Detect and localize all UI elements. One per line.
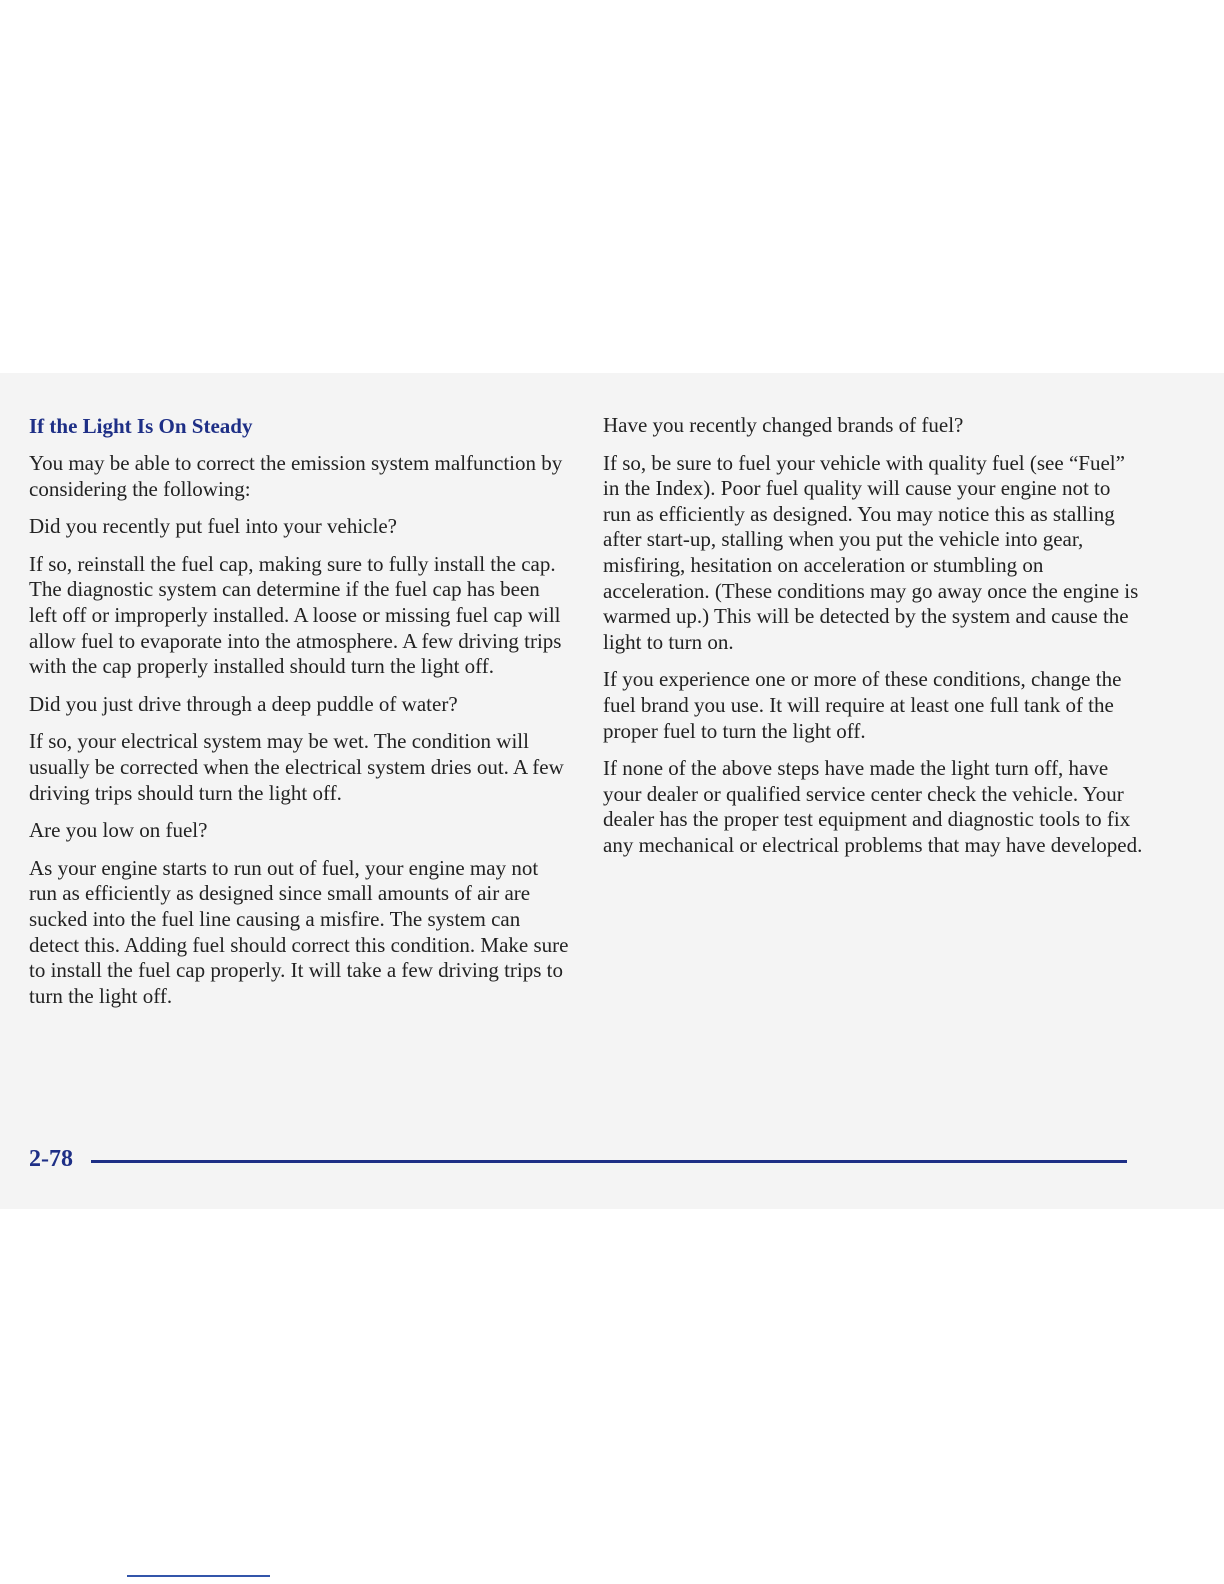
- bottom-divider: [127, 1575, 270, 1577]
- page-number: 2-78: [29, 1146, 73, 1172]
- question-fuel-refill: Did you recently put fuel into your vehicle?: [29, 514, 397, 539]
- question-fuel-brand: Have you recently changed brands of fuel?: [603, 413, 964, 437]
- footer-rule: [91, 1160, 1127, 1163]
- paragraph: If so, be sure to fuel your vehicle with quality fuel (see “Fuel” in the Index). Poor fuel quality will cause your engine not to run as efficiently as designed. You may notice this as stalling after start-up, stalling when you put the vehicle into gear, misfiring, hesitation on acceleration or stumbling on acceleration. (These conditions may go away once the engine is warmed up.) This will be detected by the system and cause the light to turn on.: [603, 450, 1139, 654]
- question-low-fuel: Are you low on fuel?: [29, 818, 208, 843]
- left-column: [29, 413, 569, 1021]
- right-column: [603, 413, 1143, 871]
- paragraph: You may be able to correct the emission system malfunction by considering the following:: [29, 451, 563, 501]
- question-puddle: Did you just drive through a deep puddle of water?: [29, 691, 458, 716]
- section-heading: If the Light Is On Steady: [29, 414, 253, 438]
- paragraph: If so, your electrical system may be wet. The condition will usually be corrected when the electrical system dries out. A few driving trips should turn the light off.: [29, 729, 564, 805]
- paragraph: If you experience one or more of these conditions, change the fuel brand you use. It will require at least one full tank of the proper fuel to turn the light off.: [603, 667, 1122, 743]
- paragraph: If so, reinstall the fuel cap, making sure to fully install the cap. The diagnostic system can determine if the fuel cap has been left off or improperly installed. A loose or missing fuel cap will allow fuel to evaporate into the atmosphere. A few driving trips with the cap properly installed should turn the light off.: [29, 551, 562, 679]
- paragraph: As your engine starts to run out of fuel, your engine may not run as efficiently as designed since small amounts of air are sucked into the fuel line causing a misfire. The system can detect this. Adding fuel should correct this condition. Make sure to install the fuel cap properly. It will take a few driving trips to turn the light off.: [29, 855, 569, 1008]
- paragraph: If none of the above steps have made the light turn off, have your dealer or qualified service center check the vehicle. Your dealer has the proper test equipment and diagnostic tools to fix any mechanical or electrical problems that may have developed.: [603, 756, 1143, 857]
